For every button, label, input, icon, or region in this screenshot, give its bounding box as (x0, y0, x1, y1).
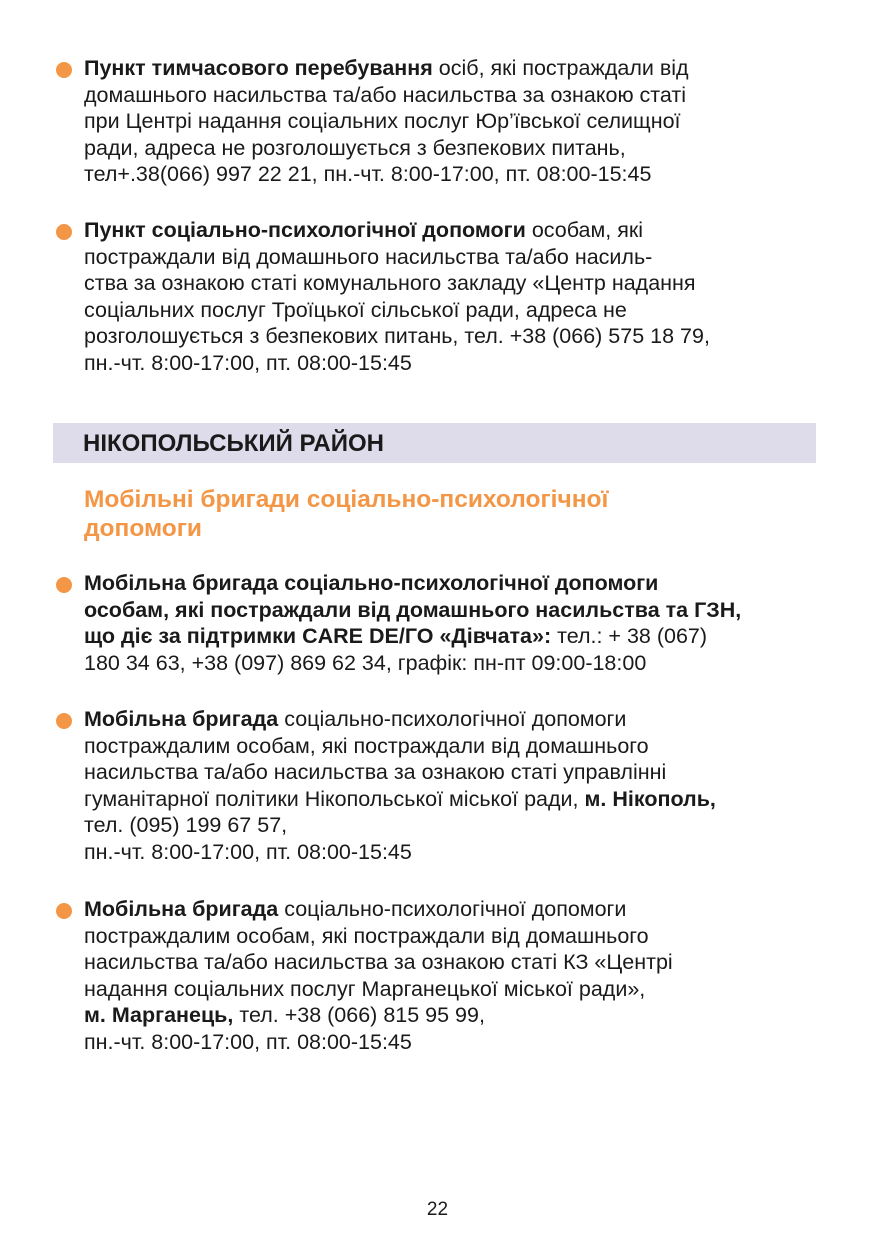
bullet-icon (56, 577, 72, 593)
bullet-icon (56, 903, 72, 919)
entry-temporary-stay (56, 55, 836, 188)
entry-psych-point (56, 217, 836, 377)
entry-mobile-brigade-marhanets (56, 896, 836, 1056)
entry-text: Мобільна бригада соціально-психологічної допомоги особам, які постраждали від домашнього насильства та ГЗН, що діє за підтримки CARE DE/ГО «Дівчата»: тел.: + 38 (067) 180 34 63, +38 (097) 869 62 34, графік: пн-пт 09:00-18:00 (84, 571, 742, 675)
entry-text: Мобільна бригада соціально-психологічної допомоги постраждалим особам, які постраждали від домашнього насильства та/або насильства за ознакою статі КЗ «Центрі надання соціальних послуг Марганецької міської ради», м. Марганець, тел. +38 (066) 815 95 99, пн.-чт. 8:00-17:00, пт. 08:00-15:45 (84, 897, 673, 1054)
bullet-icon (56, 713, 72, 729)
section-title: НІКОПОЛЬСЬКИЙ РАЙОН (83, 430, 385, 457)
entry-text: Пункт тимчасового перебування осіб, які постраждали від домашнього насильства та/або насильства за ознакою статі при Центрі надання соціальних послуг Юр’ївської селищної ради, адреса не розголошується з безпекових питань, тел+.38(066) 997 22 21, пн.-чт. 8:00-17:00, пт. 08:00-15:45 (84, 56, 689, 187)
entry-mobile-brigade-nikopol (56, 706, 836, 866)
entry-text: Пункт соціально-психологічної допомоги особам, які постраждали від домашнього насильства та/або насиль- ства за ознакою статі комунального закладу «Центр надання соціальних послуг Троїцької сільської ради, адреса не розголошується з безпекових питань, тел. +38 (066) 575 18 79, пн.-чт. 8:00-17:00, пт. 08:00-15:45 (84, 218, 710, 375)
entry-mobile-brigade-care (56, 570, 836, 676)
page-number: 22 (426, 1199, 449, 1220)
section-header (53, 423, 816, 463)
bullet-icon (56, 62, 72, 78)
section-subtitle: Мобільні бригади соціально-психологічної допомоги (84, 486, 609, 542)
entry-text: Мобільна бригада соціально-психологічної допомоги постраждалим особам, які постраждали від домашнього насильства та/або насильства за ознакою статі управлінні гуманітарної політики Нікопольської міської ради, м. Нікополь, тел. (095) 199 67 57, пн.-чт. 8:00-17:00, пт. 08:00-15:45 (84, 707, 716, 864)
bullet-icon (56, 224, 72, 240)
